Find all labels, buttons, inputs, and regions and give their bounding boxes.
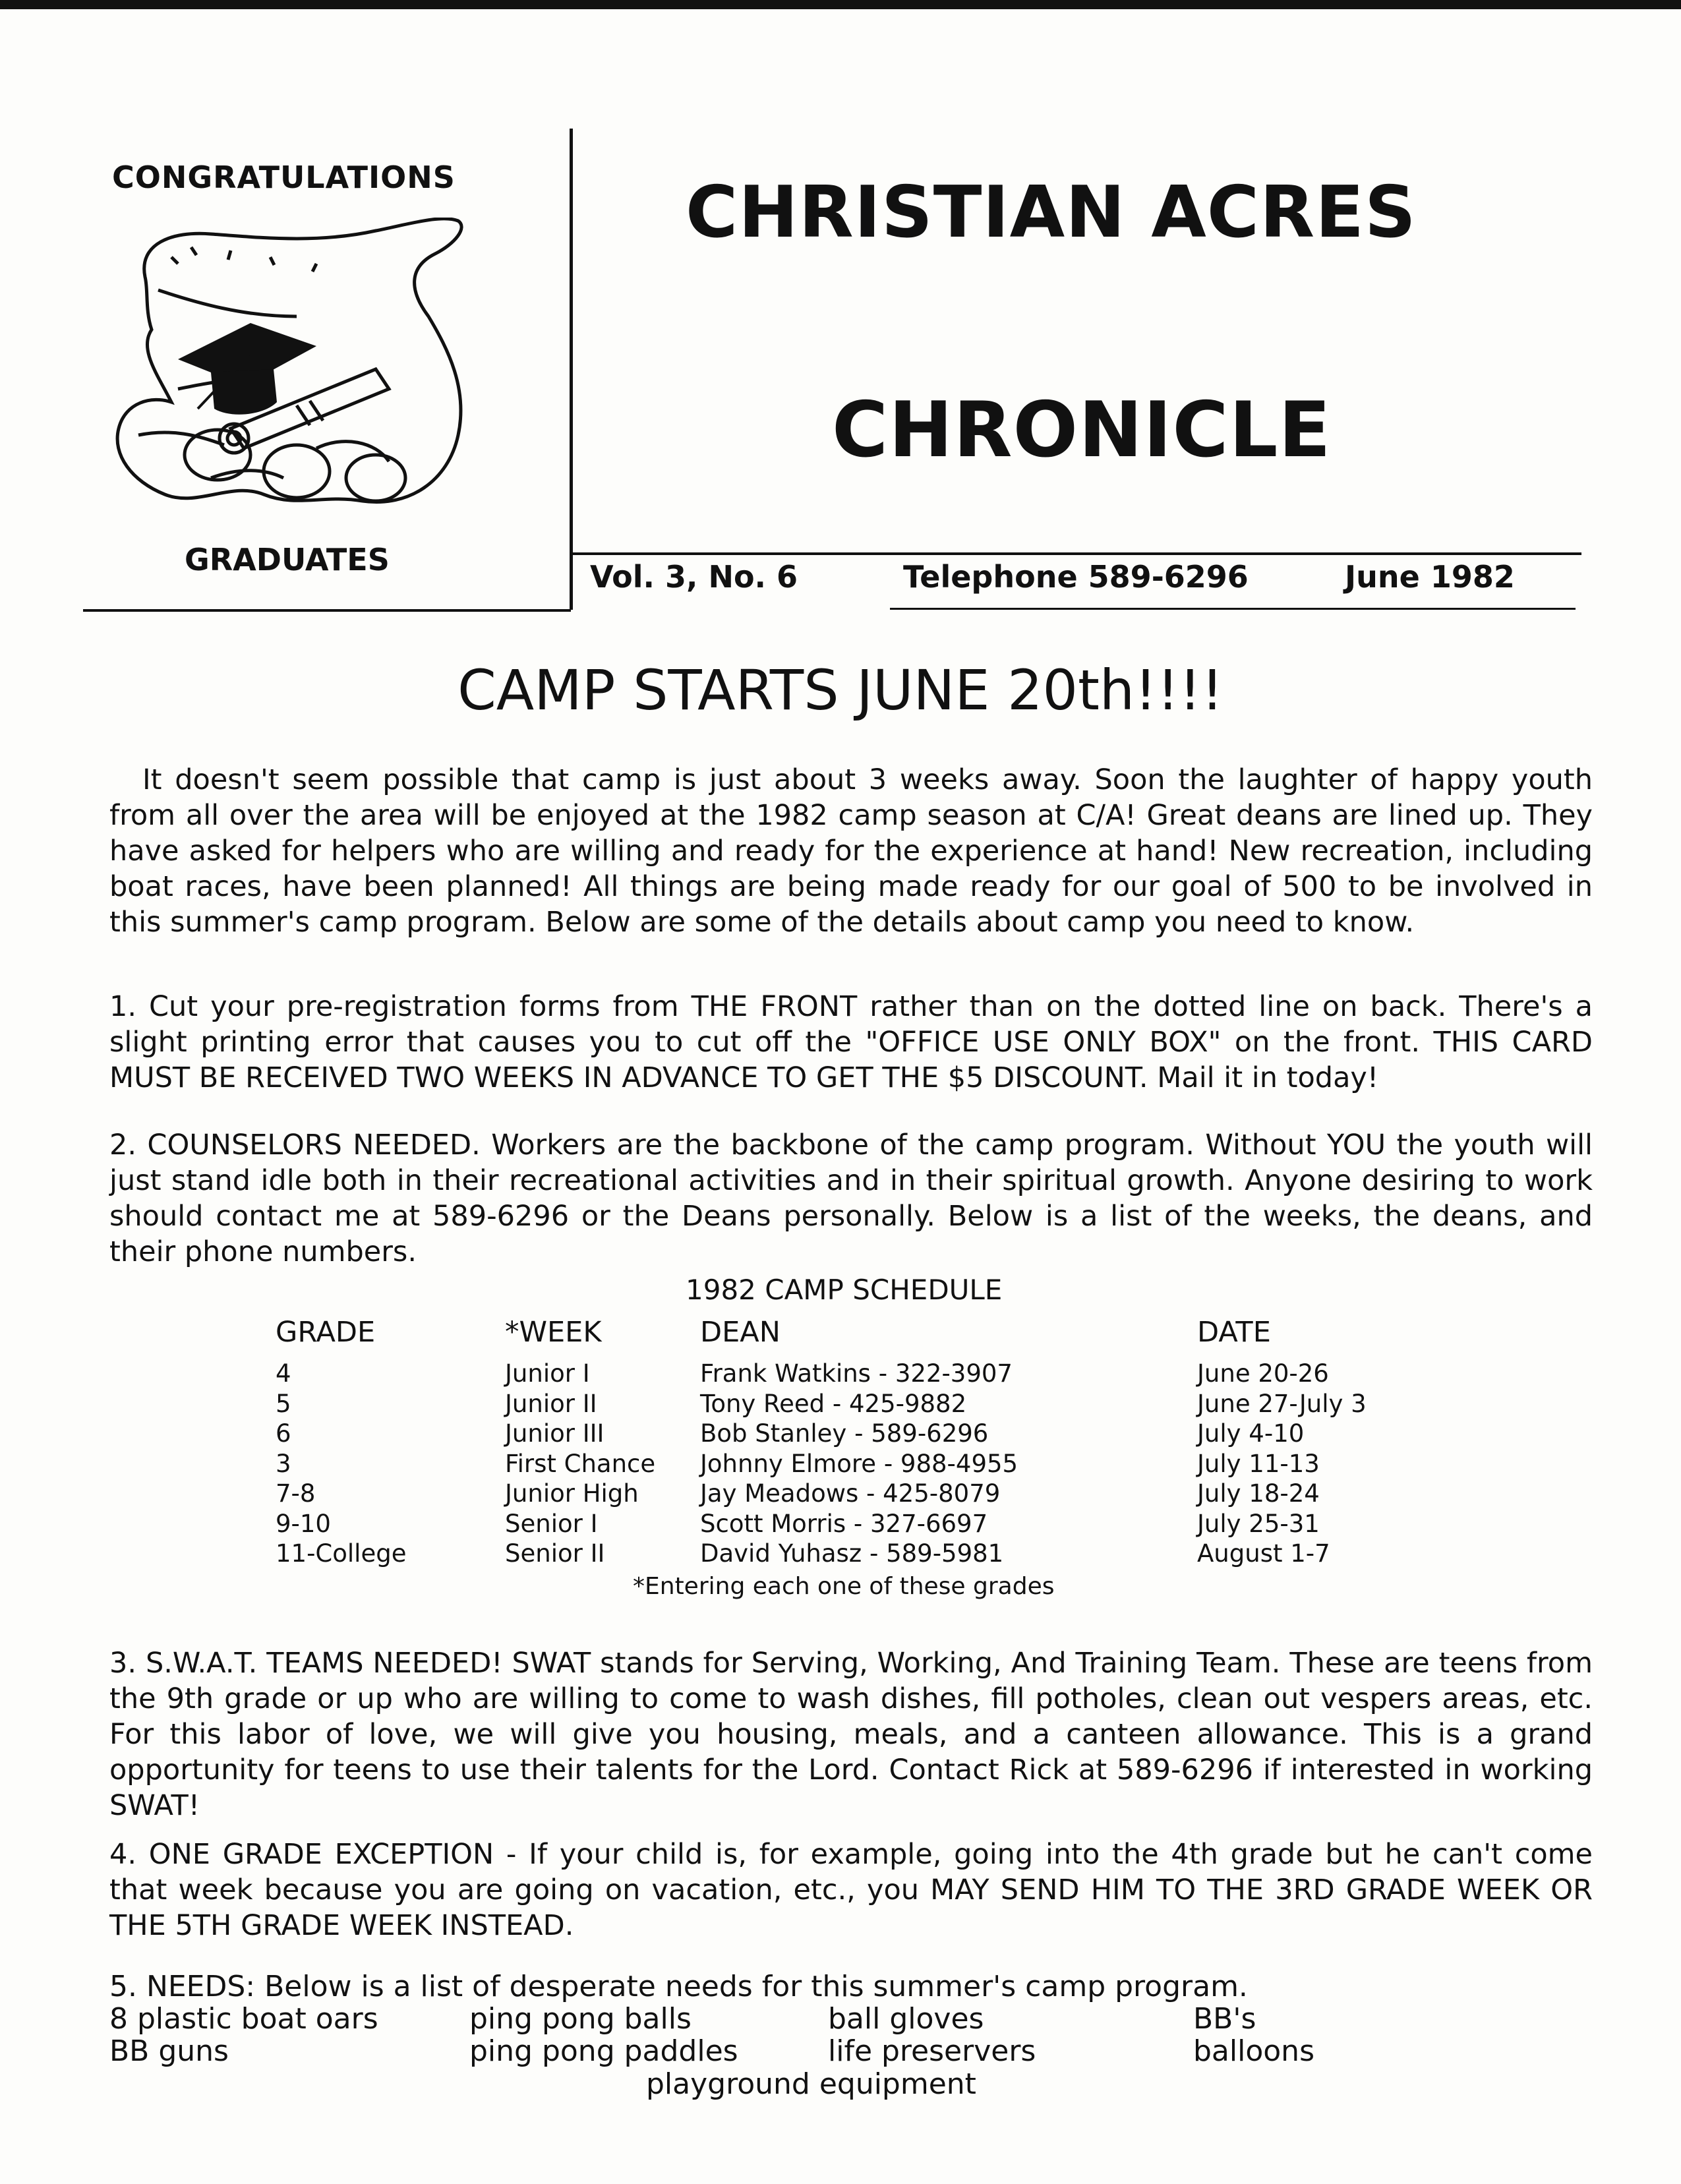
schedule-cell-dean: David Yuhasz - 589-5981 [700,1539,1004,1568]
item-3-paragraph: 3. S.W.A.T. TEAMS NEEDED! SWAT stands for Serving, Working, And Training Team. These are teens from the 9th grade or up who are willing to come to wash dishes, fill potholes, clean out vespers areas, etc. For this labor of love, we will give you housing, meals, and a canteen allowance. This is a grand opportunity for teens to use their talents for the Lord. Contact Rick at 589-6296 if interested in working SWAT! [109,1647,1593,1822]
schedule-cell-grade: 3 [276,1449,291,1478]
item-1-paragraph: 1. Cut your pre-registration forms from THE FRONT rather than on the dotted line on back. There's a slight printing error that causes you to cut off the "OFFICE USE ONLY BOX" on the front. THIS CARD MUST BE RECEIVED TWO WEEKS IN ADVANCE TO GET THE $5 DISCOUNT. Mail it in today! [109,990,1593,1094]
issue-date: June 1982 [1345,559,1515,595]
schedule-cell-week: Junior I [505,1359,590,1388]
masthead-rule-right-bottom [890,608,1576,610]
schedule-cell-date: June 27-July 3 [1197,1389,1367,1418]
need-item: 8 plastic boat oars [109,2002,378,2036]
need-item: ball gloves [828,2002,984,2036]
schedule-cell-week: Senior I [505,1509,598,1538]
schedule-cell-grade: 9-10 [276,1509,331,1538]
schedule-cell-date: July 25-31 [1197,1509,1320,1538]
header-grade: GRADE [276,1316,376,1349]
headline: CAMP STARTS JUNE 20th!!!! [457,658,1224,723]
schedule-cell-dean: Frank Watkins - 322-3907 [700,1359,1013,1388]
hand-with-graduation-cap-illustration [99,218,494,527]
need-item: balloons [1193,2034,1314,2068]
schedule-cell-week: First Chance [505,1449,656,1478]
need-item: ping pong balls [469,2002,692,2036]
need-item: life preservers [828,2034,1036,2068]
schedule-cell-date: July 4-10 [1197,1419,1305,1448]
schedule-title: 1982 CAMP SCHEDULE [686,1274,1003,1306]
intro-paragraph [109,762,1593,940]
schedule-cell-grade: 5 [276,1389,291,1418]
header-date: DATE [1197,1316,1271,1349]
schedule-cell-date: June 20-26 [1197,1359,1329,1388]
masthead-divider-vertical [570,129,573,610]
need-item: BB's [1193,2002,1256,2036]
schedule-cell-dean: Tony Reed - 425-9882 [700,1389,967,1418]
item-4-paragraph: 4. ONE GRADE EXCEPTION - If your child is, for example, going into the 4th grade but he can't come that week because you are going on vacation, etc., you MAY SEND HIM TO THE 3RD GRADE WEEK OR THE 5TH GRADE WEEK INSTEAD. [109,1838,1593,1942]
need-item: playground equipment [646,2067,976,2101]
schedule-cell-dean: Bob Stanley - 589-6296 [700,1419,989,1448]
item-2-paragraph: 2. COUNSELORS NEEDED. Workers are the backbone of the camp program. Without YOU the youth will just stand idle both in their recreational activities and in their spiritual growth. Anyone desiring to work should contact me at 589-6296 or the Deans personally. Below is a list of the weeks, the deans, and their phone numbers. [109,1129,1593,1268]
schedule-cell-date: August 1-7 [1197,1539,1330,1568]
schedule-cell-week: Senior II [505,1539,605,1568]
schedule-cell-week: Junior II [505,1389,597,1418]
schedule-cell-grade: 7-8 [276,1479,316,1508]
masthead-rule-left [83,609,571,612]
graduates-label: GRADUATES [185,542,390,577]
header-dean: DEAN [700,1316,781,1349]
schedule-cell-grade: 6 [276,1419,291,1448]
intro-text: It doesn't seem possible that camp is just about 3 weeks away. Soon the laughter of happy youth from all over the area will be enjoyed at the 1982 camp season at C/A! Great deans are lined up. They have asked for helpers who are willing and ready for the experience at hand! New recreation, including boat races, have been planned! All things are being made ready for our goal of 500 to be involved in this summer's camp program. Below are some of the details about camp you need to know. [109,763,1593,939]
schedule-cell-dean: Johnny Elmore - 988-4955 [700,1449,1018,1478]
needs-intro: 5. NEEDS: Below is a list of desperate needs for this summer's camp program. [109,1970,1248,2003]
schedule-cell-date: July 18-24 [1197,1479,1320,1508]
schedule-cell-week: Junior III [505,1419,605,1448]
congratulations-label: CONGRATULATIONS [112,160,456,195]
schedule-cell-week: Junior High [505,1479,639,1508]
masthead-rule-right [570,552,1581,555]
telephone: Telephone 589-6296 [903,559,1249,595]
need-item: ping pong paddles [469,2034,738,2068]
newsletter-title-line1: CHRISTIAN ACRES [686,171,1417,254]
schedule-cell-grade: 11-College [276,1539,407,1568]
schedule-footnote: *Entering each one of these grades [633,1573,1055,1600]
schedule-cell-grade: 4 [276,1359,291,1388]
need-item: BB guns [109,2034,229,2068]
volume-issue: Vol. 3, No. 6 [590,559,798,595]
schedule-cell-date: July 11-13 [1197,1449,1320,1478]
schedule-cell-dean: Scott Morris - 327-6697 [700,1509,988,1538]
top-border [0,0,1681,9]
header-week: *WEEK [505,1316,602,1349]
schedule-cell-dean: Jay Meadows - 425-8079 [700,1479,1001,1508]
newsletter-title-line2: CHRONICLE [832,386,1332,475]
